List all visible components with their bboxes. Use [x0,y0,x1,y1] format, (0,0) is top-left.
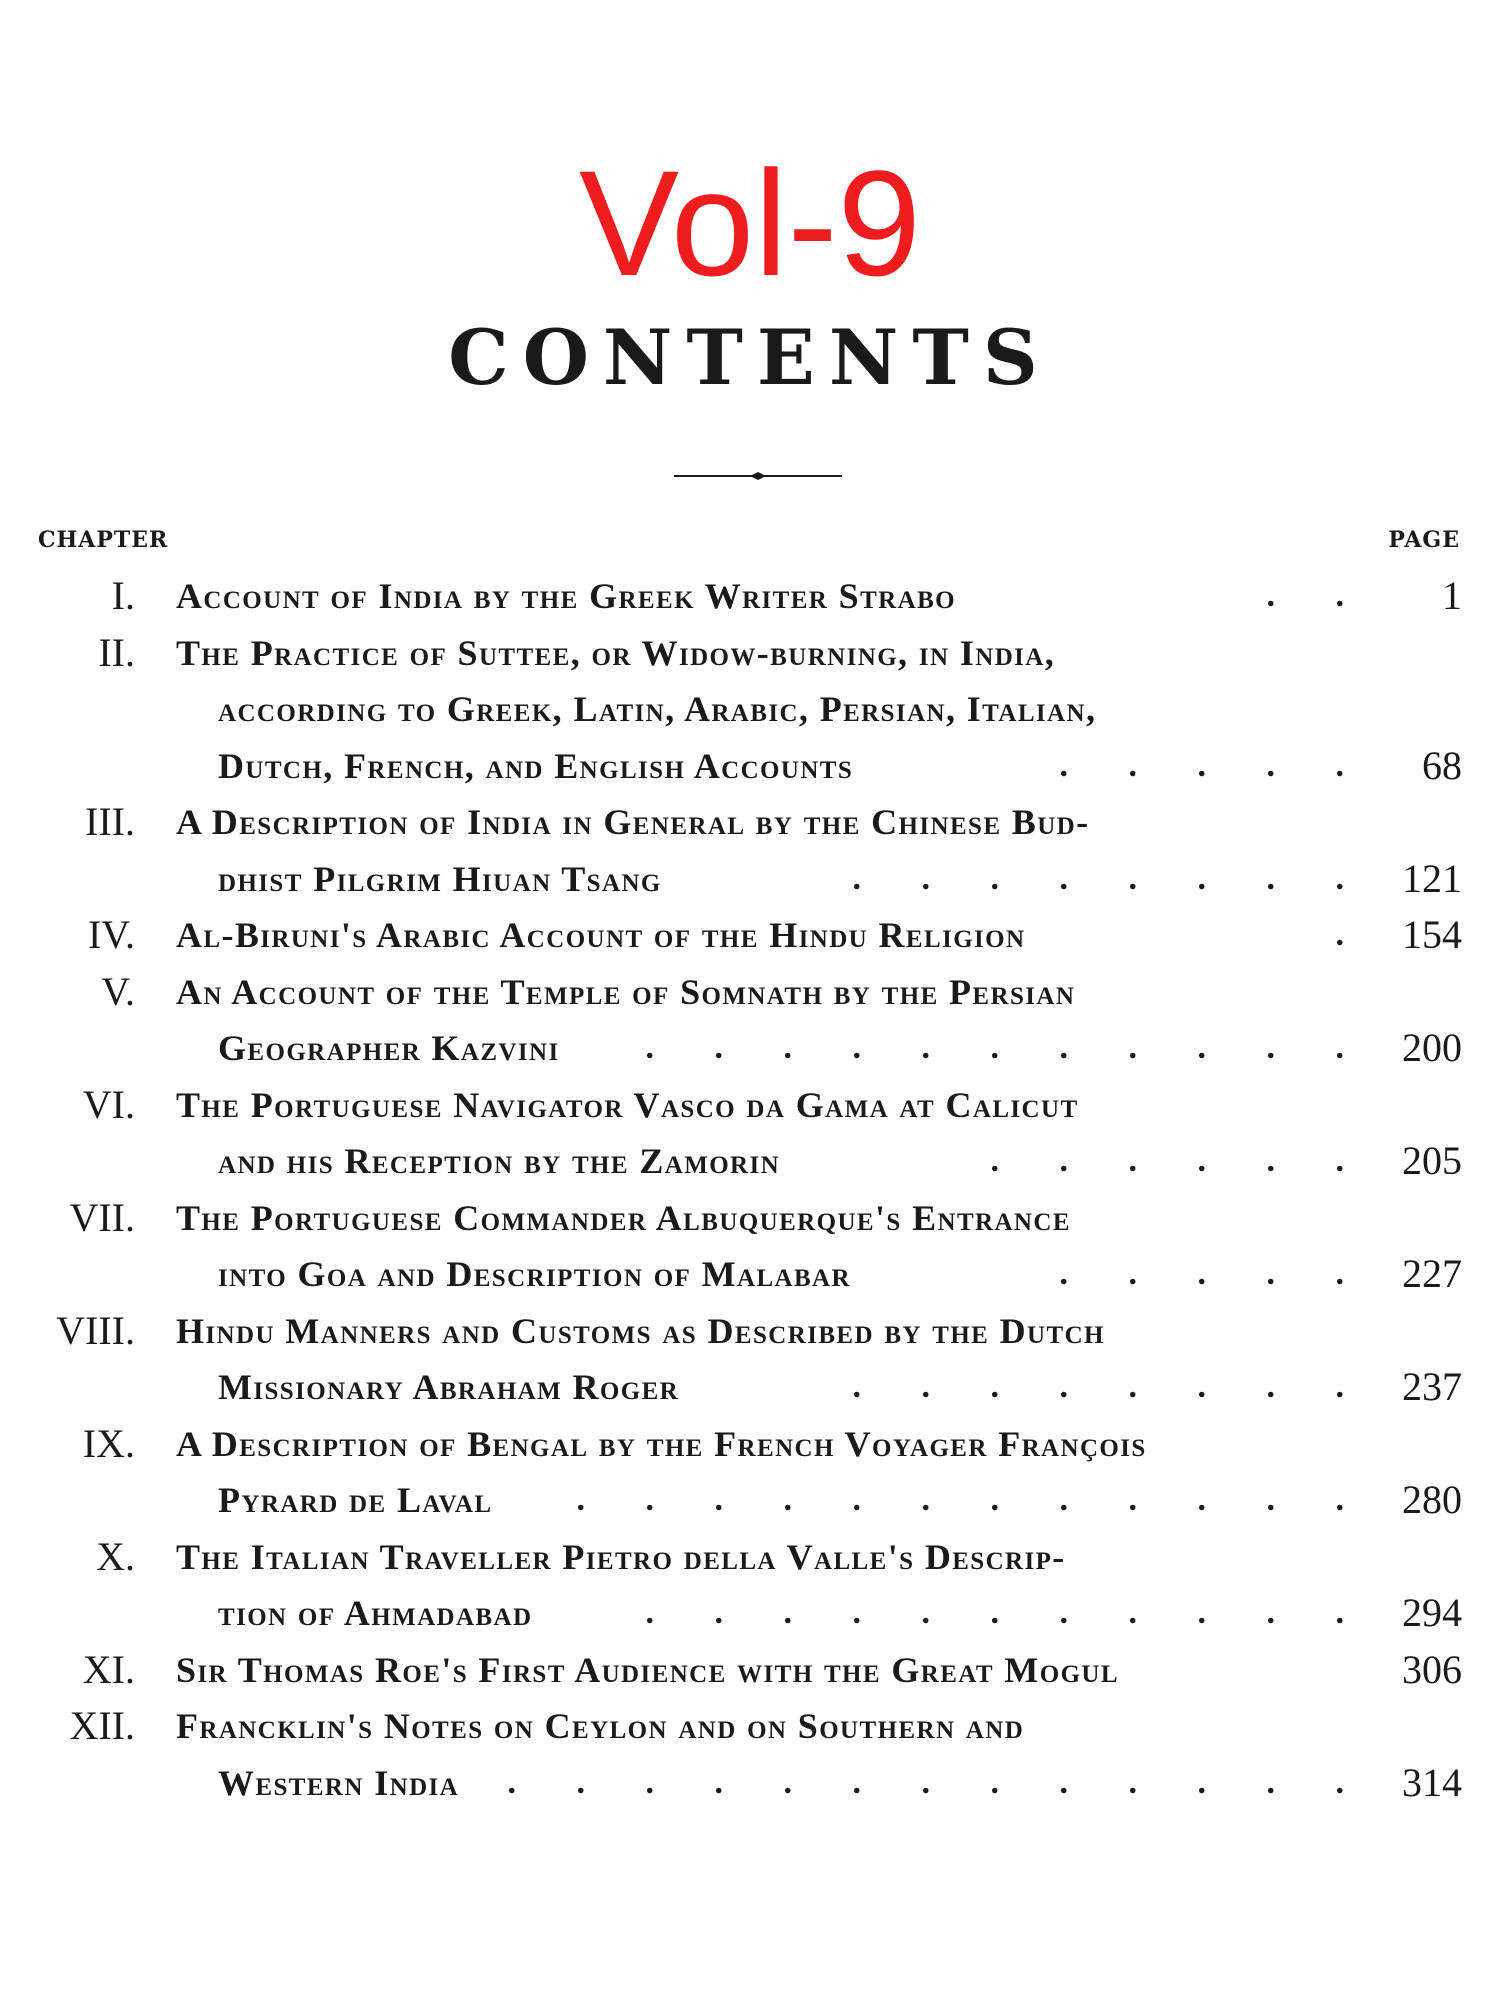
toc-entry-line [0,1529,1500,1585]
chapter-title-line: The Italian Traveller Pietro della Valle's Descrip- [176,1536,1066,1577]
toc-entry-line [0,964,1500,1020]
chapter-title-line: An Account of the Temple of Somnath by the Persian [176,971,1076,1012]
page-number: 200 [1402,1025,1462,1070]
dot-leader: . . . . . [1059,746,1370,784]
toc-entry-line [0,1303,1500,1359]
toc-entry-line [0,1020,1500,1076]
page-number: 227 [1402,1251,1462,1296]
chapter-title-line: dhist Pilgrim Hiuan Tsang [218,858,662,899]
chapter-title-line: according to Greek, Latin, Arabic, Persian, Italian, [218,689,1097,729]
chapter-numeral: IX. [82,1420,135,1466]
page-number: 68 [1422,742,1462,788]
toc-entry-line [0,1585,1500,1641]
dot-leader: . . [1266,577,1370,614]
chapter-title-line: The Portuguese Commander Albuquerque's Entrance [176,1197,1071,1238]
page-title: CONTENTS [448,313,1052,402]
chapter-title-line: A Description of Bengal by the French Voyager François [176,1423,1147,1464]
toc-entry-line [0,1698,1500,1754]
toc-entry-line [0,1133,1500,1189]
toc-entry-line [0,907,1500,963]
toc-entry-line [0,851,1500,907]
chapter-title-line: Western India [218,1762,460,1803]
chapter-title-line: Sir Thomas Roe's First Audience with the Great Mogul [176,1649,1119,1690]
page-number: 237 [1402,1364,1462,1409]
dot-leader: . . . . . . . . [852,859,1370,897]
page-number: 280 [1402,1477,1462,1522]
dot-leader: . . . . . . . . . . . [645,1029,1370,1066]
chapter-numeral: VII. [69,1194,135,1240]
chapter-numeral: IV. [87,912,135,957]
page-number: 1 [1442,573,1462,618]
chapter-title-line: Account of India by the Greek Writer Strabo [176,576,956,616]
chapter-title-line: The Practice of Suttee, or Widow-burning, in India, [176,632,1056,673]
chapter-title-line: Hindu Manners and Customs as Described by the Dutch [176,1310,1105,1351]
chapter-title-line: tion of Ahmadabad [218,1593,533,1633]
chapter-title-line: The Portuguese Navigator Vasco da Gama at Calicut [176,1084,1079,1125]
chapter-title-line: Dutch, French, and English Accounts [218,745,854,786]
page-number: 306 [1402,1646,1462,1692]
chapter-title-line: Missionary Abraham Roger [218,1367,680,1407]
dot-leader: . . . . . . . . . . . [645,1594,1370,1631]
chapter-numeral: X. [96,1533,135,1579]
page-number: 294 [1402,1590,1462,1635]
chapter-title-line: A Description of India in General by the Chinese Bud- [176,802,1090,842]
toc-entry-line [0,1416,1500,1472]
dot-leader: . . . . . . . . [852,1368,1370,1405]
toc-entry-line [0,794,1500,850]
chapter-title-line: Francklin's Notes on Ceylon and on Southern and [176,1706,1025,1746]
toc-entry-line [0,1472,1500,1528]
page-number: 154 [1402,912,1462,957]
toc-entry-line [0,1190,1500,1246]
volume-label: Vol-9 [579,139,921,307]
chapter-title-line: Geographer Kazvini [218,1028,560,1068]
page-number: 205 [1402,1138,1462,1183]
toc-entry-line [0,1077,1500,1133]
toc-entry-line [0,1755,1500,1811]
dot-leader: . . . . . [1059,1255,1370,1292]
page-number: 314 [1402,1759,1462,1805]
dot-leader: . . . . . . [990,1142,1370,1179]
dot-leader: . . . . . . . . . . . . . [507,1763,1370,1801]
chapter-numeral: VI. [82,1081,135,1127]
dot-leader: . [1335,916,1370,953]
ornament-divider [674,472,842,480]
chapter-title-line: Al-Biruni's Arabic Account of the Hindu Religion [176,915,1026,955]
toc-entry-line [0,1359,1500,1415]
toc-entry-line [0,568,1500,624]
chapter-numeral: I. [111,573,135,618]
chapter-title-line: and his Reception by the Zamorin [218,1141,781,1181]
toc-entry-line [0,1642,1500,1698]
dot-leader: . . . . . . . . . . . . [576,1481,1370,1518]
chapter-numeral: XI. [82,1646,135,1692]
toc-entry-line [0,625,1500,681]
chapter-numeral: II. [98,629,135,675]
toc-entry-line [0,1246,1500,1302]
toc-entry-line [0,681,1500,737]
toc-entry-line [0,738,1500,794]
chapter-numeral: V. [101,968,135,1014]
chapter-numeral: XII. [69,1703,135,1748]
chapter-title-line: into Goa and Description of Malabar [218,1254,851,1294]
chapter-numeral: III. [85,799,135,844]
page-column-header: PAGE [1388,527,1460,553]
chapter-numeral: VIII. [56,1307,135,1353]
chapter-column-header: CHAPTER [38,527,169,553]
chapter-title-line: Pyrard de Laval [218,1480,493,1520]
page-number: 121 [1402,855,1462,901]
